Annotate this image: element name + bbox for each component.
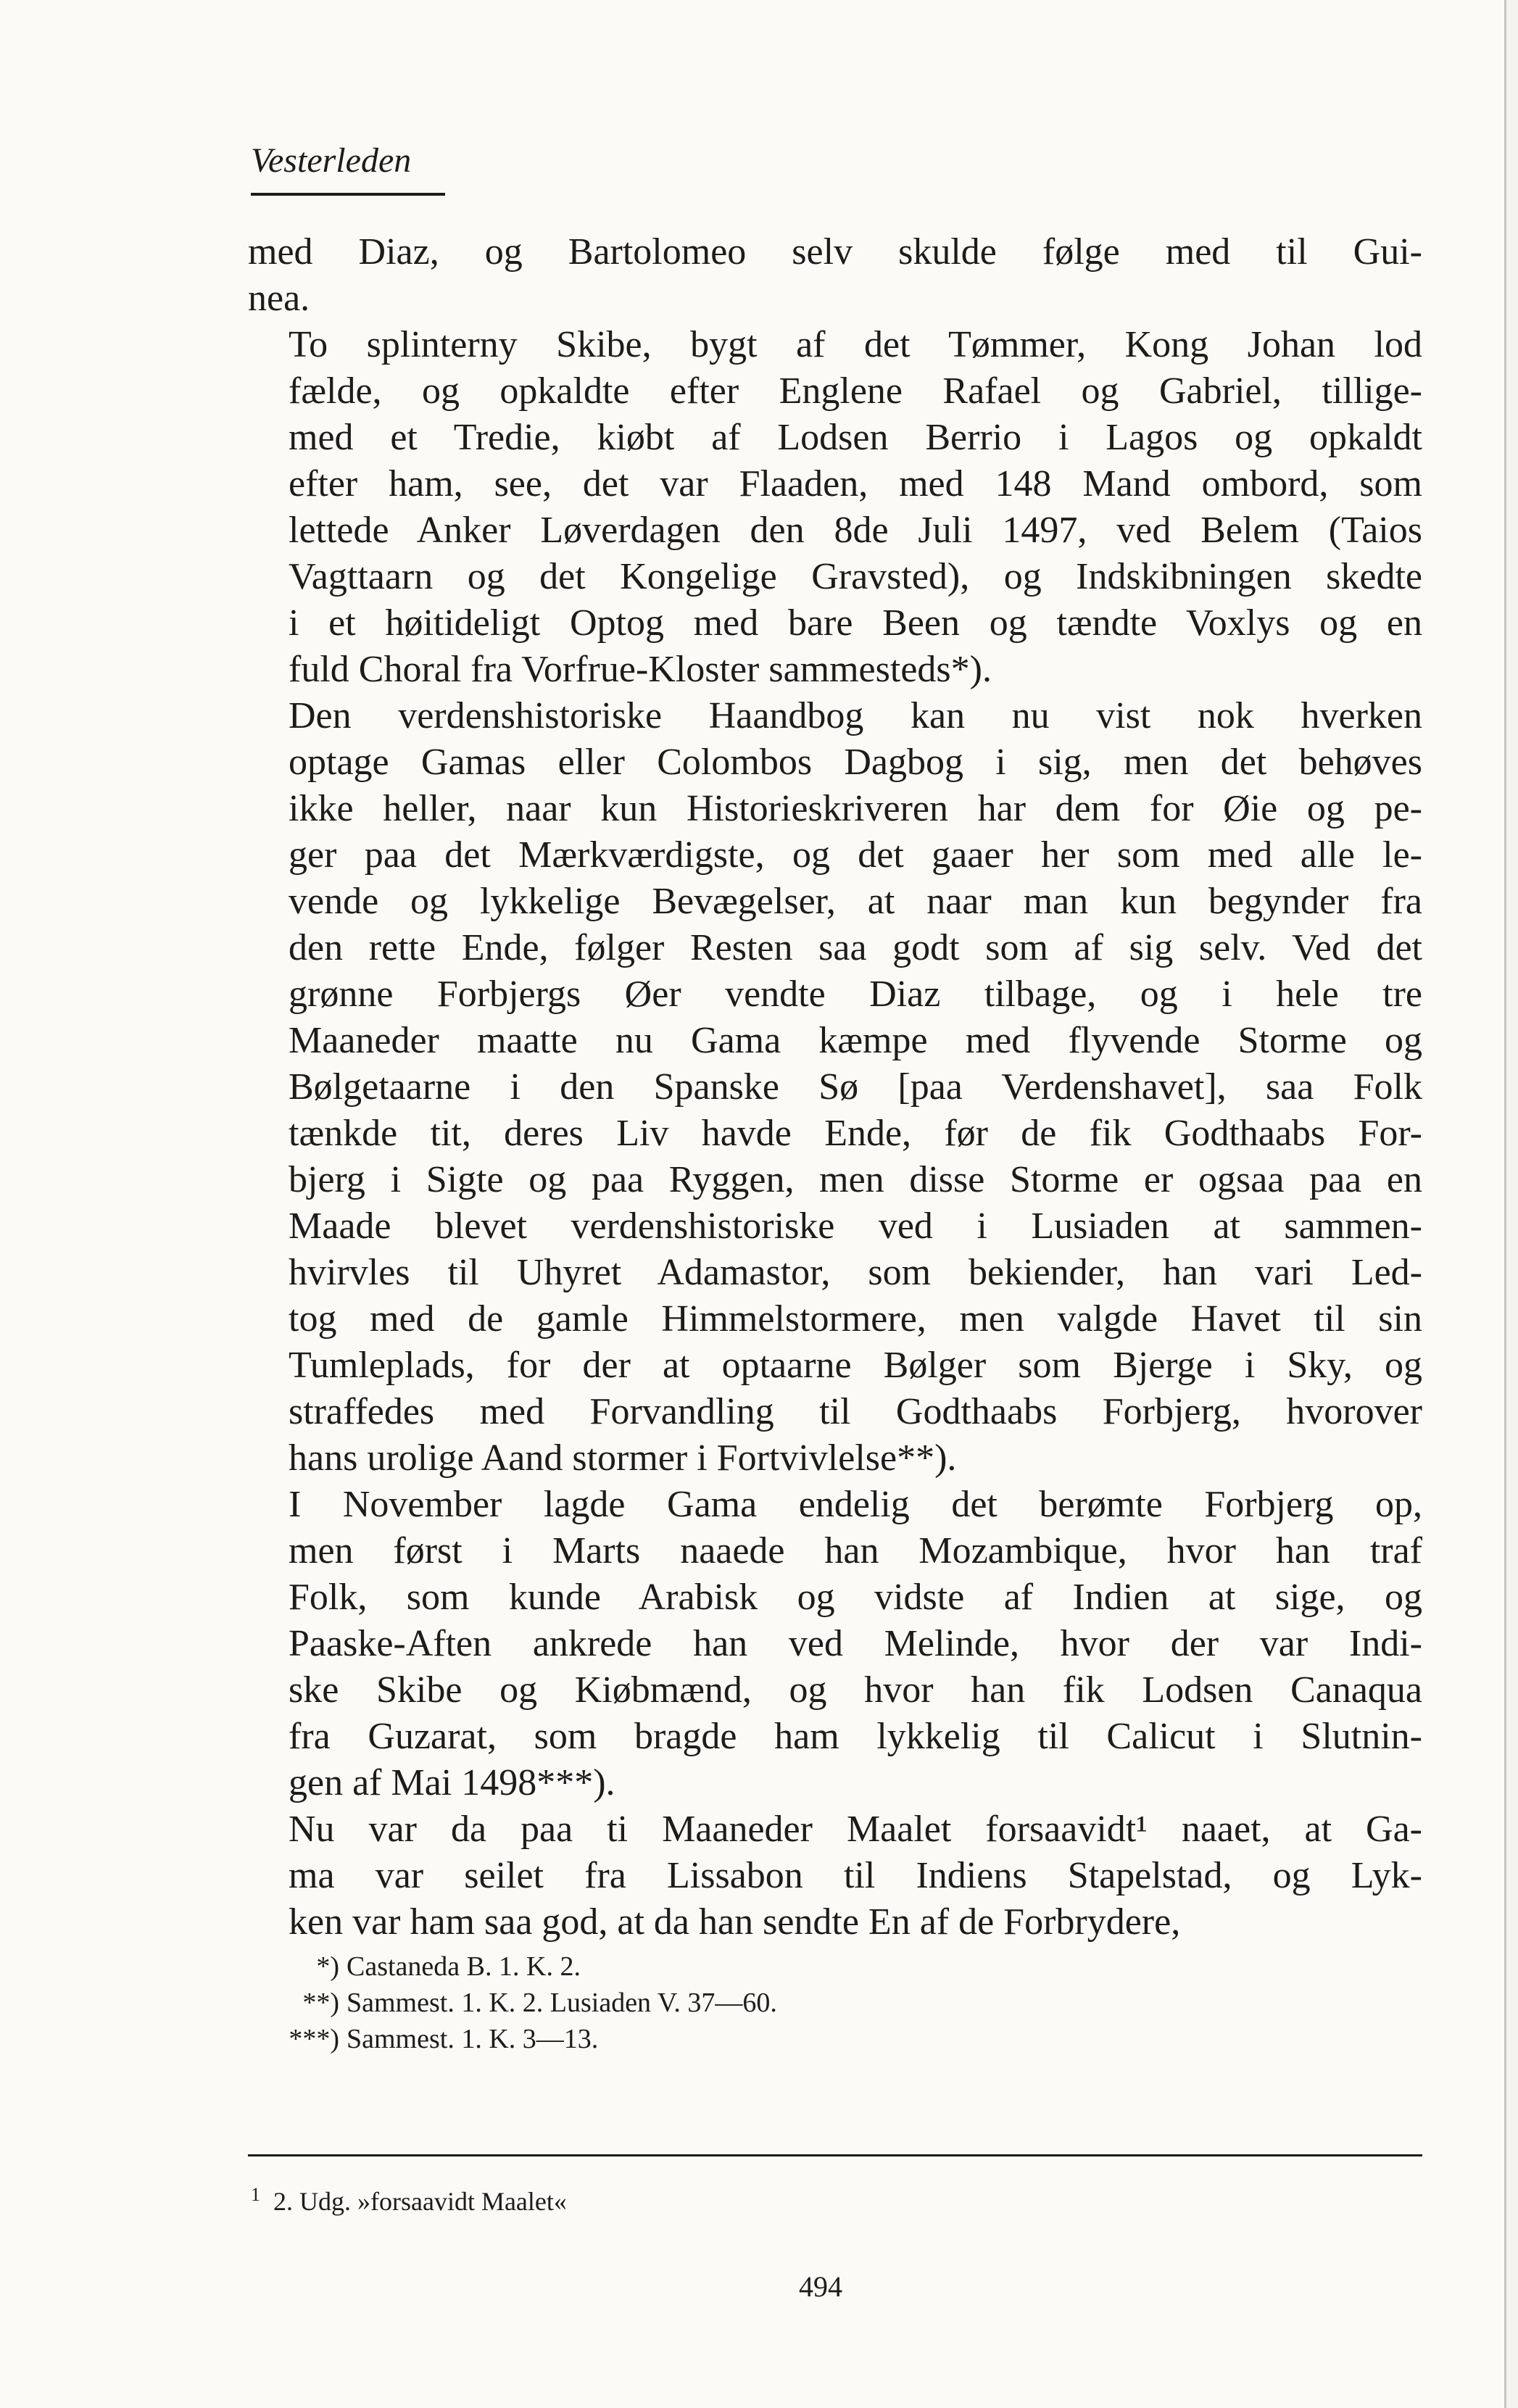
editorial-note [251, 2177, 567, 2219]
page-number: 494 [799, 2270, 842, 2303]
editorial-note-mark: 1 [251, 2184, 260, 2205]
footnote-text: Sammest. 1. K. 3—13. [347, 2024, 599, 2054]
text-line: Paaske-Aften ankrede han ved Melinde, hvor der var Indi- [289, 1623, 1422, 1664]
text-line: bjerg i Sigte og paa Ryggen, men disse Storme er ogsaa paa en [289, 1159, 1422, 1200]
text-line: Maade blevet verdenshistoriske ved i Lusiaden at sammen- [289, 1205, 1422, 1247]
footnote-mark: ***) [289, 2024, 339, 2054]
footnotes [248, 1948, 1422, 2057]
text-line: nea. [248, 278, 310, 319]
text-line: tog med de gamle Himmelstormere, men valgde Havet til sin [289, 1298, 1422, 1340]
body-text [248, 229, 1422, 1946]
footnote-mark: **) [302, 1988, 339, 2018]
text-line: fra Guzarat, som bragde ham lykkelig til Calicut i Slutnin- [289, 1716, 1422, 1757]
text-line: grønne Forbjergs Øer vendte Diaz tilbage, og i hele tre [289, 973, 1422, 1015]
paragraph [248, 1806, 1422, 1946]
text-line: Maaneder maatte nu Gama kæmpe med flyvende Storme og [289, 1020, 1422, 1061]
text-line: med Diaz, og Bartolomeo selv skulde følge med til Gui- [248, 231, 1422, 273]
text-line: men først i Marts naaede han Mozambique, hvor han traf [289, 1530, 1422, 1572]
text-line: efter ham, see, det var Flaaden, med 148 Mand ombord, som [289, 463, 1422, 505]
text-line: Nu var da paa ti Maaneder Maalet forsaavidt¹ naaet, at Ga- [289, 1809, 1422, 1850]
footnote-text: Castaneda B. 1. K. 2. [347, 1951, 581, 1982]
footnote-separator-rule [248, 2154, 1422, 2156]
text-line: Tumleplads, for der at optaarne Bølger som Bjerge i Sky, og [289, 1345, 1422, 1386]
text-line: Vagttaarn og det Kongelige Gravsted), og Indskibningen skedte [289, 556, 1422, 597]
paragraph [248, 229, 1422, 322]
paragraph [248, 322, 1422, 693]
footnote [248, 1948, 1422, 1985]
footnote-mark: *) [316, 1951, 339, 1982]
text-line: Folk, som kunde Arabisk og vidste af Indien at sige, og [289, 1577, 1422, 1618]
text-line: Den verdenshistoriske Haandbog kan nu vist nok hverken [289, 695, 1422, 736]
text-line: hans urolige Aand stormer i Fortvivlelse**). [289, 1437, 957, 1479]
text-line: To splinterny Skibe, bygt af det Tømmer, Kong Johan lod [289, 324, 1422, 365]
text-line: med et Tredie, kiøbt af Lodsen Berrio i Lagos og opkaldt [289, 417, 1422, 458]
text-line: ikke heller, naar kun Historieskriveren har dem for Øie og pe- [289, 788, 1422, 829]
text-line: fælde, og opkaldte efter Englene Rafael og Gabriel, tillige- [289, 370, 1422, 412]
text-line: ken var ham saa god, at da han sendte En af de Forbrydere, [289, 1901, 1181, 1943]
text-line: ma var seilet fra Lissabon til Indiens Stapelstad, og Lyk- [289, 1855, 1422, 1896]
footnote [248, 1985, 1422, 2021]
footnote-text: Sammest. 1. K. 2. Lusiaden V. 37—60. [347, 1988, 777, 2018]
text-line: lettede Anker Løverdagen den 8de Juli 1497, ved Belem (Taios [289, 510, 1422, 551]
editorial-note-text: 2. Udg. »forsaavidt Maalet« [273, 2187, 567, 2216]
text-line: optage Gamas eller Colombos Dagbog i sig, men det behøves [289, 742, 1422, 783]
text-line: den rette Ende, følger Resten saa godt som af sig selv. Ved det [289, 927, 1422, 968]
text-line: vende og lykkelige Bevægelser, at naar man kun begynder fra [289, 881, 1422, 922]
text-line: hvirvles til Uhyret Adamastor, som bekiender, han vari Led- [289, 1252, 1422, 1293]
text-line: i et høitideligt Optog med bare Been og tændte Voxlys og en [289, 602, 1422, 644]
text-line: straffedes med Forvandling til Godthaabs Forbjerg, hvorover [289, 1391, 1422, 1432]
text-line: fuld Choral fra Vorfrue-Kloster sammesteds*). [289, 649, 992, 690]
footnote [248, 2021, 1422, 2057]
paragraph [248, 1482, 1422, 1806]
text-line: I November lagde Gama endelig det berømte Forbjerg op, [289, 1484, 1422, 1525]
paragraph [248, 693, 1422, 1482]
running-head-underline [251, 193, 445, 196]
text-line: ske Skibe og Kiøbmænd, og hvor han fik Lodsen Canaqua [289, 1669, 1422, 1711]
text-line: gen af Mai 1498***). [289, 1762, 615, 1803]
text-line: tænkde tit, deres Liv havde Ende, før de fik Godthaabs For- [289, 1113, 1422, 1154]
text-line: Bølgetaarne i den Spanske Sø [paa Verdenshavet], saa Folk [289, 1066, 1422, 1108]
text-line: ger paa det Mærkværdigste, og det gaaer her som med alle le- [289, 834, 1422, 876]
running-head: Vesterleden [251, 141, 412, 180]
